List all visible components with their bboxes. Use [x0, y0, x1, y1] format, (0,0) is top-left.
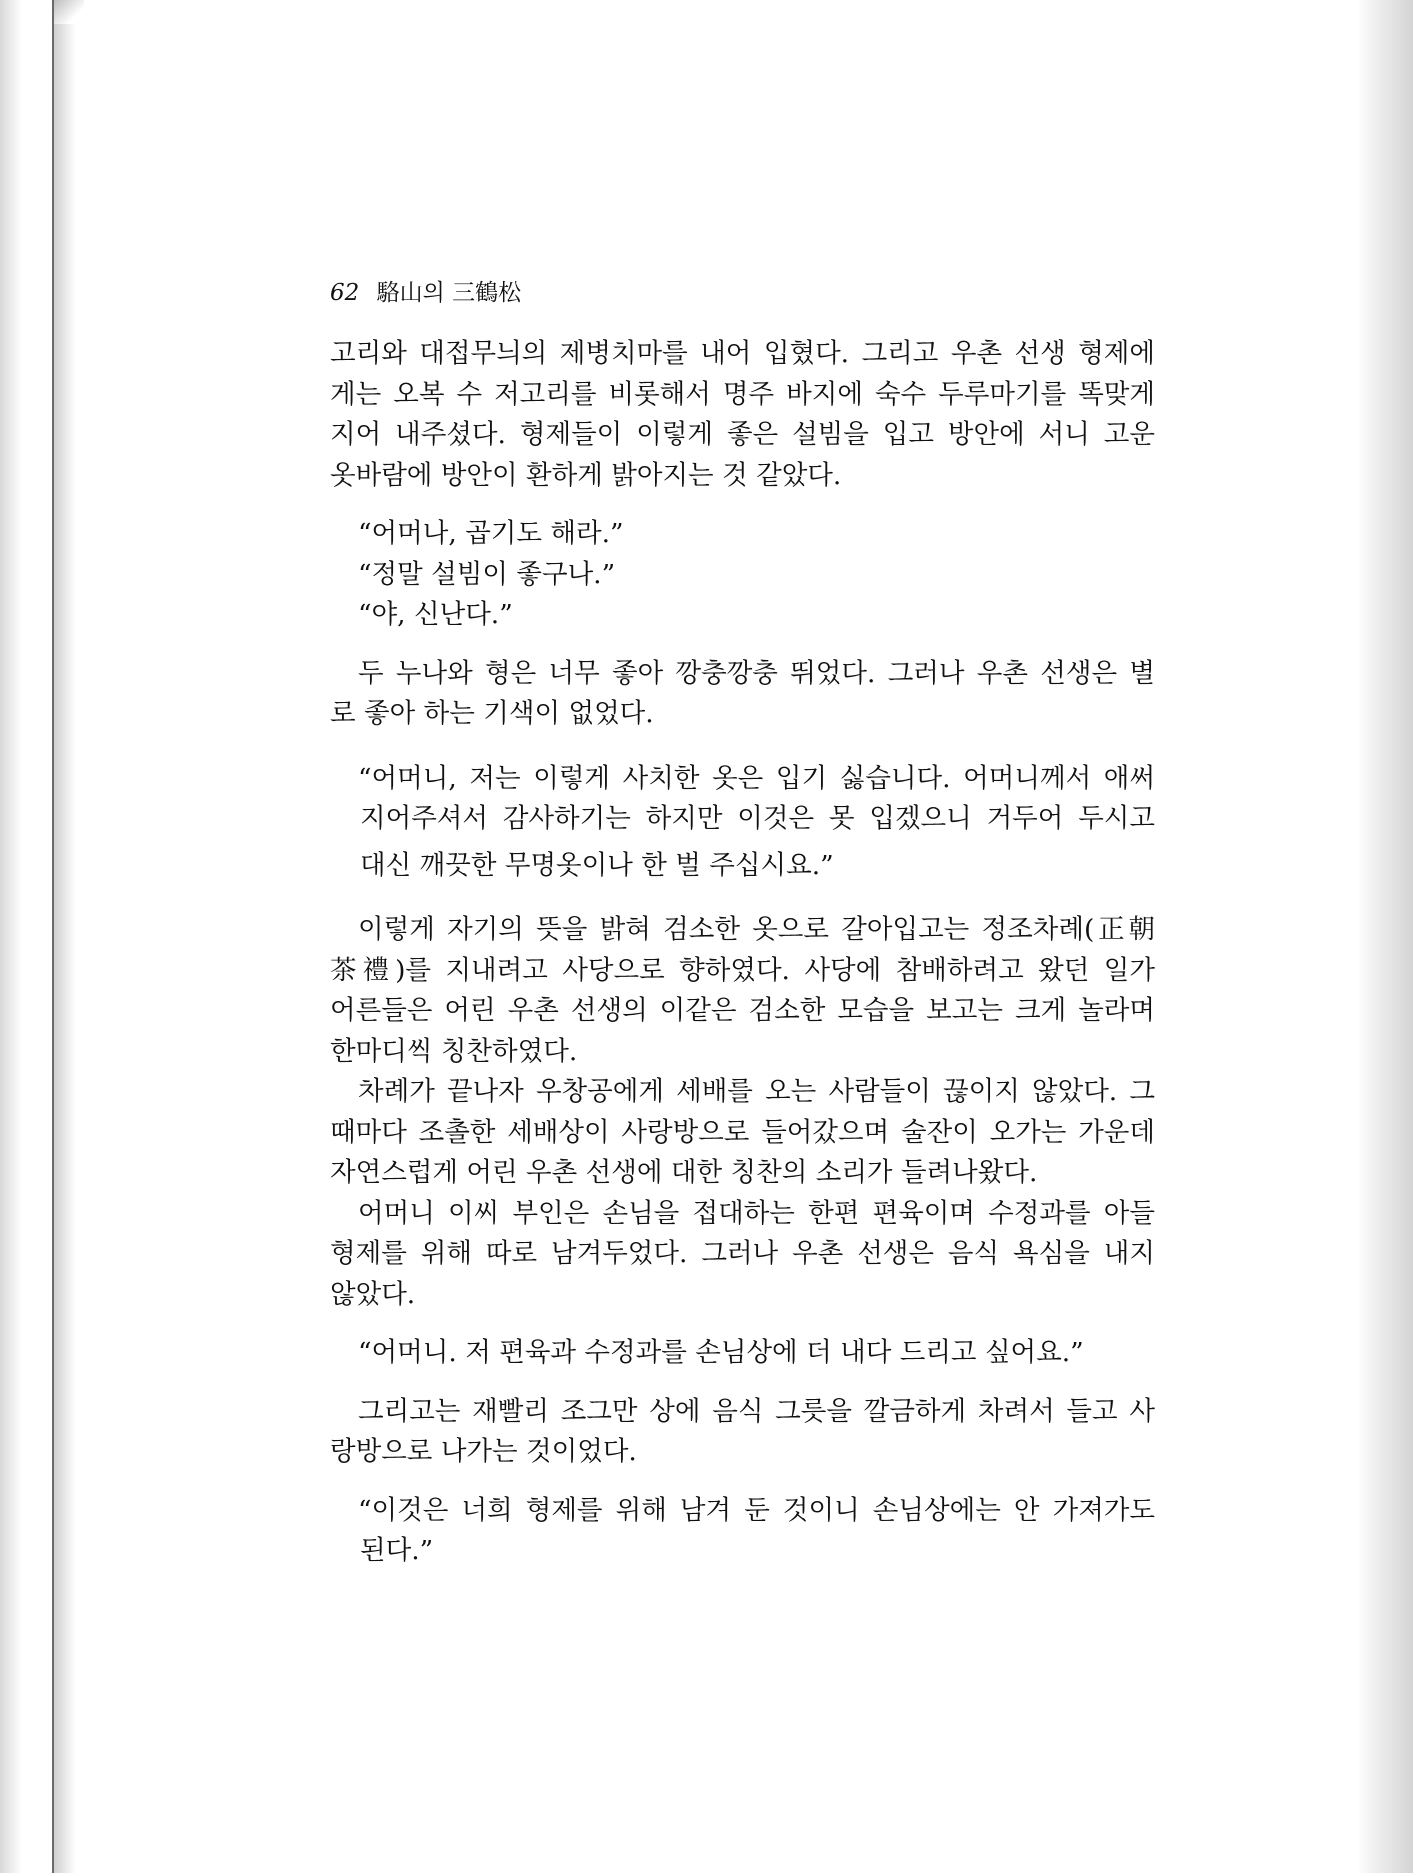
dialogue-line: “어머나, 곱기도 해라.” [358, 518, 624, 549]
paragraph-gap [330, 1473, 1155, 1491]
text-line: 때마다 조촐한 세배상이 사랑방으로 들어갔으며 술잔이 오가는 가운데 [330, 1116, 1155, 1148]
text-line: 지어 내주셨다. 형제들이 이렇게 좋은 설빔을 입고 방안에 서니 고운 [330, 419, 1155, 450]
text-line: 어머니 이씨 부인은 손님을 접대하는 한편 편육이며 수정과를 아들 [358, 1197, 1155, 1229]
page-left-edge [0, 0, 22, 1873]
page-number: 62 [330, 280, 360, 306]
dialogue-line: “어머니, 저는 이렇게 사치한 옷은 입기 싫습니다. 어머니께서 애써 [358, 762, 1155, 794]
running-head [330, 274, 521, 307]
paragraph-gap [330, 735, 1155, 759]
dialogue-line: “어머니. 저 편육과 수정과를 손님상에 더 내다 드리고 싶어요.” [358, 1337, 1084, 1368]
paragraph-gap [330, 886, 1155, 910]
text-line: 옷바람에 방안이 환하게 밝아지는 것 같았다. [330, 459, 842, 491]
dialogue-line: 지어주셔서 감사하기는 하지만 이것은 못 입겠으니 거두어 두시고 [360, 803, 1155, 834]
text-line: 어른들은 어린 우촌 선생의 이같은 검소한 모습을 보고는 크게 놀라며 [330, 995, 1155, 1026]
dialogue-line: “정말 설빔이 좋구나.” [358, 558, 616, 590]
paragraph-gap [330, 636, 1155, 654]
dialogue-line: 된다.” [360, 1535, 434, 1566]
text-line: 한마디씩 칭찬하였다. [330, 1035, 578, 1067]
text-line: 두 누나와 형은 너무 좋아 깡충깡충 뛰었다. 그러나 우촌 선생은 별 [358, 657, 1155, 689]
text-line: 그리고는 재빨리 조그만 상에 음식 그릇을 깔금하게 차려서 들고 사 [358, 1395, 1155, 1427]
text-line: 고리와 대접무늬의 제병치마를 내어 입혔다. 그리고 우촌 선생 형제에 [330, 338, 1155, 369]
body-text [330, 334, 1155, 1572]
text-line: 로 좋아 하는 기색이 없었다. [330, 698, 654, 729]
text-line: 랑방으로 나가는 것이었다. [330, 1436, 637, 1467]
dialogue-line: “야, 신난다.” [358, 599, 513, 630]
paragraph-gap [330, 1315, 1155, 1333]
page-right-shadow [1357, 0, 1413, 1873]
page-corner-shade [54, 0, 84, 24]
paragraph-gap [330, 496, 1155, 514]
text-line: 게는 오복 수 저고리를 비롯해서 명주 바지에 숙수 두루마기를 똑맞게 [330, 378, 1155, 410]
text-line: 차례가 끝나자 우창공에게 세배를 오는 사람들이 끊이지 않았다. 그 [358, 1076, 1155, 1107]
paragraph-gap [330, 1374, 1155, 1392]
text-line: 않았다. [330, 1278, 416, 1310]
dialogue-line: “이것은 너희 형제를 위해 남겨 둔 것이니 손님상에는 안 가져가도 [358, 1494, 1155, 1526]
dialogue-line: 대신 깨끗한 무명옷이나 한 벌 주십시요.” [360, 849, 834, 881]
page-binding-shade [54, 0, 76, 1873]
text-line: 자연스럽게 어린 우촌 선생에 대한 칭찬의 소리가 들려나왔다. [330, 1157, 1038, 1188]
running-title: 駱山의 三鶴松 [376, 280, 522, 306]
text-line: 형제를 위해 따로 남겨두었다. 그러나 우촌 선생은 음식 욕심을 내지 [330, 1238, 1155, 1269]
text-line: 茶禮)를 지내려고 사당으로 향하였다. 사당에 참배하려고 왔던 일가 [330, 954, 1155, 986]
text-line: 이렇게 자기의 뜻을 밝혀 검소한 옷으로 갈아입고는 정조차례(正朝 [358, 914, 1155, 945]
